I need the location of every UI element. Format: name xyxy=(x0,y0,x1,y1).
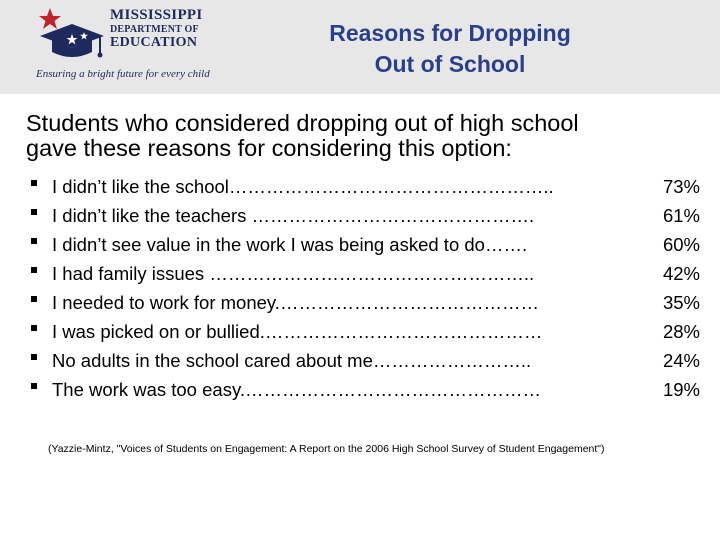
schoolhouse-star-icon xyxy=(34,6,110,68)
reason-item xyxy=(0,290,720,319)
logo-line-education: EDUCATION xyxy=(110,35,198,50)
intro-line-2: gave these reasons for considering this option: xyxy=(26,135,512,161)
slide-title-line-2: Out of School xyxy=(374,51,526,77)
reasons-list xyxy=(0,174,720,406)
reason-text: I didn’t like the school…………………………………………….. xyxy=(52,176,554,197)
reason-item xyxy=(0,261,720,290)
reason-percent: 42% xyxy=(662,263,700,284)
square-bullet-icon xyxy=(31,267,37,273)
square-bullet-icon xyxy=(31,180,37,186)
reason-text: I had family issues …………………………………………….. xyxy=(52,263,535,284)
reason-text: The work was too easy.………………………………………… xyxy=(52,379,541,400)
reason-percent: 73% xyxy=(662,176,700,197)
reason-item xyxy=(0,203,720,232)
reason-percent: 61% xyxy=(662,205,700,226)
mde-logo xyxy=(34,6,224,86)
reason-percent: 24% xyxy=(662,350,700,371)
square-bullet-icon xyxy=(31,354,37,360)
slide-title xyxy=(290,18,610,80)
slide-header xyxy=(0,0,720,94)
reason-text: I didn’t like the teachers ………………………………………. xyxy=(52,205,535,226)
intro-line-1: Students who considered dropping out of high school xyxy=(26,110,579,136)
reason-item xyxy=(0,232,720,261)
reason-percent: 35% xyxy=(662,292,700,313)
intro-text xyxy=(26,111,706,161)
logo-wordmark xyxy=(110,8,230,50)
reason-item xyxy=(0,348,720,377)
reason-item xyxy=(0,174,720,203)
reason-percent: 28% xyxy=(662,321,700,342)
logo-tagline: Ensuring a bright future for every child xyxy=(36,68,210,80)
square-bullet-icon xyxy=(31,325,37,331)
reason-text: I needed to work for money.…………………………………… xyxy=(52,292,539,313)
reason-text: I was picked on or bullied.……………………………………… xyxy=(52,321,543,342)
reason-item xyxy=(0,319,720,348)
reason-percent: 60% xyxy=(662,234,700,255)
slide-title-line-1: Reasons for Dropping xyxy=(329,20,571,46)
reason-text: No adults in the school cared about me…………………….. xyxy=(52,350,532,371)
logo-line-department: DEPARTMENT OF xyxy=(110,24,199,35)
square-bullet-icon xyxy=(31,383,37,389)
reason-percent: 19% xyxy=(662,379,700,400)
reason-text: I didn’t see value in the work I was being asked to do……. xyxy=(52,234,528,255)
square-bullet-icon xyxy=(31,296,37,302)
reason-item xyxy=(0,377,720,406)
logo-line-mississippi: MISSISSIPPI xyxy=(110,7,203,23)
square-bullet-icon xyxy=(31,209,37,215)
square-bullet-icon xyxy=(31,238,37,244)
source-citation: (Yazzie-Mintz, "Voices of Students on Engagement: A Report on the 2006 High School Survey of Student Engagement") xyxy=(48,443,605,455)
